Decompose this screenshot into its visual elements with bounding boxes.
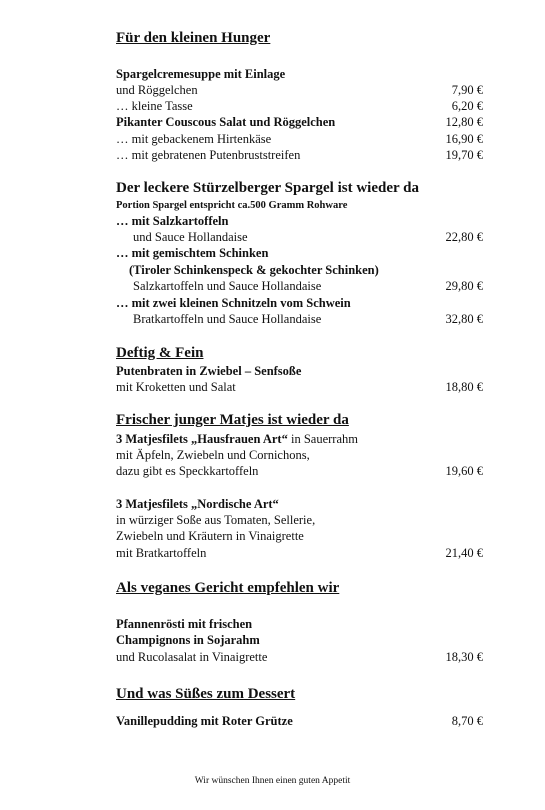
menu-item-name <box>116 431 358 447</box>
menu-item-name: Putenbraten in Zwiebel – Senfsoße <box>116 364 302 378</box>
menu-item-desc: dazu gibt es Speckkartoffeln <box>116 464 259 478</box>
menu-item-price: 6,20 € <box>451 99 483 113</box>
menu-item-desc: in würziger Soße aus Tomaten, Sellerie, <box>116 513 316 527</box>
menu-item-name: 3 Matjesfilets „Nordische Art“ <box>116 497 279 511</box>
menu-item-name: Spargelcremesuppe mit Einlage <box>116 67 286 81</box>
menu-item-price: 8,70 € <box>451 714 483 728</box>
section-heading-vegan: Als veganes Gericht empfehlen wir <box>116 580 340 596</box>
menu-item-name-rest: in Sauerrahm <box>287 432 358 446</box>
menu-item-name: … mit Salzkartoffeln <box>116 214 229 228</box>
menu-item-desc: mit Kroketten und Salat <box>116 380 236 394</box>
menu-item-price: 7,90 € <box>451 83 483 97</box>
menu-item-name-bold: 3 Matjesfilets „Hausfrauen Art“ <box>116 432 288 446</box>
menu-item-variant: … kleine Tasse <box>116 99 193 113</box>
menu-item-desc: und Röggelchen <box>116 83 198 97</box>
menu-item-desc: und Sauce Hollandaise <box>133 230 248 244</box>
menu-item-price: 18,30 € <box>445 650 483 664</box>
menu-item-desc: mit Bratkartoffeln <box>116 546 207 560</box>
menu-item-name: Pfannenrösti mit frischen <box>116 617 253 631</box>
section-heading-matjes: Frischer junger Matjes ist wieder da <box>116 412 349 428</box>
menu-item-variant: … mit gebackenem Hirtenkäse <box>116 132 272 146</box>
section-note: Portion Spargel entspricht ca.500 Gramm Rohware <box>116 200 348 211</box>
menu-item-name: Champignons in Sojarahm <box>116 633 260 647</box>
menu-item-price: 32,80 € <box>445 312 483 326</box>
section-heading-deftig: Deftig & Fein <box>116 345 204 361</box>
menu-item-desc: Salzkartoffeln und Sauce Hollandaise <box>133 279 322 293</box>
menu-item-price: 22,80 € <box>445 230 483 244</box>
menu-item-name: … mit zwei kleinen Schnitzeln vom Schwein <box>116 296 351 310</box>
menu-item-price: 29,80 € <box>445 279 483 293</box>
section-heading-spargel: Der leckere Stürzelberger Spargel ist wieder da <box>116 180 419 196</box>
menu-item-price: 12,80 € <box>445 115 483 129</box>
menu-item-name: … mit gemischtem Schinken <box>116 246 269 260</box>
menu-item-desc: Zwiebeln und Kräutern in Vinaigrette <box>116 529 304 543</box>
menu-item-price: 19,60 € <box>445 464 483 478</box>
footer-greeting: Wir wünschen Ihnen einen guten Appetit <box>194 776 351 786</box>
menu-item-price: 16,90 € <box>445 132 483 146</box>
menu-item-name: Vanillepudding mit Roter Grütze <box>116 714 293 728</box>
menu-item-desc: und Rucolasalat in Vinaigrette <box>116 650 268 664</box>
menu-item-price: 19,70 € <box>445 148 483 162</box>
section-heading-dessert: Und was Süßes zum Dessert <box>116 686 296 702</box>
menu-item-name: Pikanter Couscous Salat und Röggelchen <box>116 115 336 129</box>
section-heading-kleiner-hunger: Für den kleinen Hunger <box>116 30 271 46</box>
menu-item-desc: (Tiroler Schinkenspeck & gekochter Schinken) <box>129 263 379 277</box>
menu-item-desc: mit Äpfeln, Zwiebeln und Cornichons, <box>116 448 310 462</box>
menu-item-variant: … mit gebratenen Putenbruststreifen <box>116 148 301 162</box>
menu-item-price: 21,40 € <box>445 546 483 560</box>
menu-item-price: 18,80 € <box>445 380 483 394</box>
menu-item-desc: Bratkartoffeln und Sauce Hollandaise <box>133 312 322 326</box>
